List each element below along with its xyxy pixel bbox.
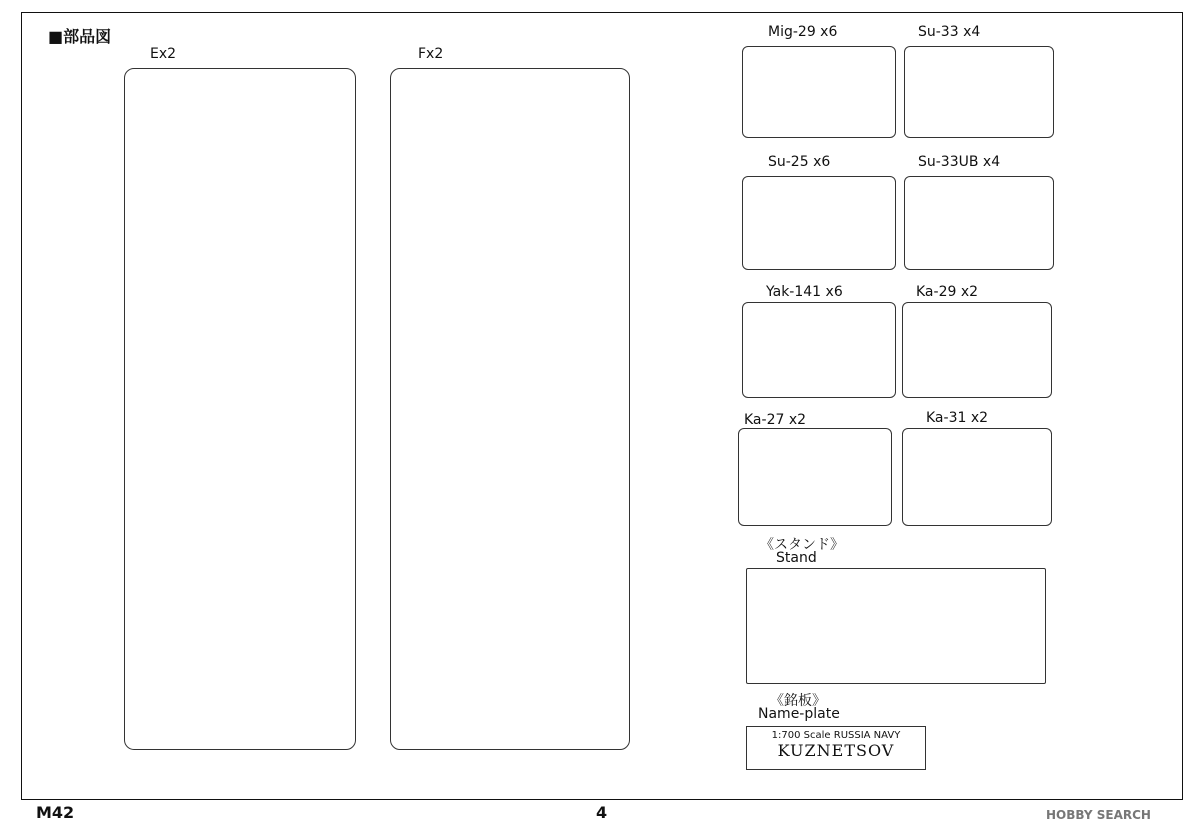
kit-su25 [742,176,896,270]
nameplate-part [746,726,926,770]
kit-ka27 [738,428,892,526]
page-title: ■部品図 [48,27,112,46]
kit-label-ka29: Ka-29 x2 [916,284,979,300]
kit-label-mig29: Mig-29 x6 [768,24,838,40]
kit-su33ub [904,176,1054,270]
page-number: 4 [596,803,608,822]
kit-ka29 [902,302,1052,398]
nameplate-line1: 1:700 Scale RUSSIA NAVY [771,730,901,741]
stand-label-jp: 《スタンド》 [760,537,844,553]
nameplate-label-en: Name-plate [758,706,840,722]
nameplate-line2: KUZNETSOV [777,741,895,760]
kit-yak141 [742,302,896,398]
kit-label-su33ub: Su-33UB x4 [918,154,1001,170]
watermark: HOBBY SEARCH [1046,808,1151,822]
kit-mig29 [742,46,896,138]
kit-label-su33: Su-33 x4 [918,24,981,40]
nameplate-label-jp: 《銘板》 [770,693,826,709]
kit-ka31 [902,428,1052,526]
stand-label-en: Stand [776,550,817,566]
footer-code: M42 [36,803,75,822]
kit-label-ka31: Ka-31 x2 [926,410,989,426]
sprue-label-f: Fx2 [418,46,444,62]
stand-sprue [746,568,1046,684]
kit-su33 [904,46,1054,138]
sprue-f [390,68,630,750]
sprue-e [124,68,356,750]
kit-label-su25: Su-25 x6 [768,154,831,170]
kit-label-ka27: Ka-27 x2 [744,412,807,428]
kit-label-yak141: Yak-141 x6 [766,284,843,300]
sprue-label-e: Ex2 [150,46,177,62]
